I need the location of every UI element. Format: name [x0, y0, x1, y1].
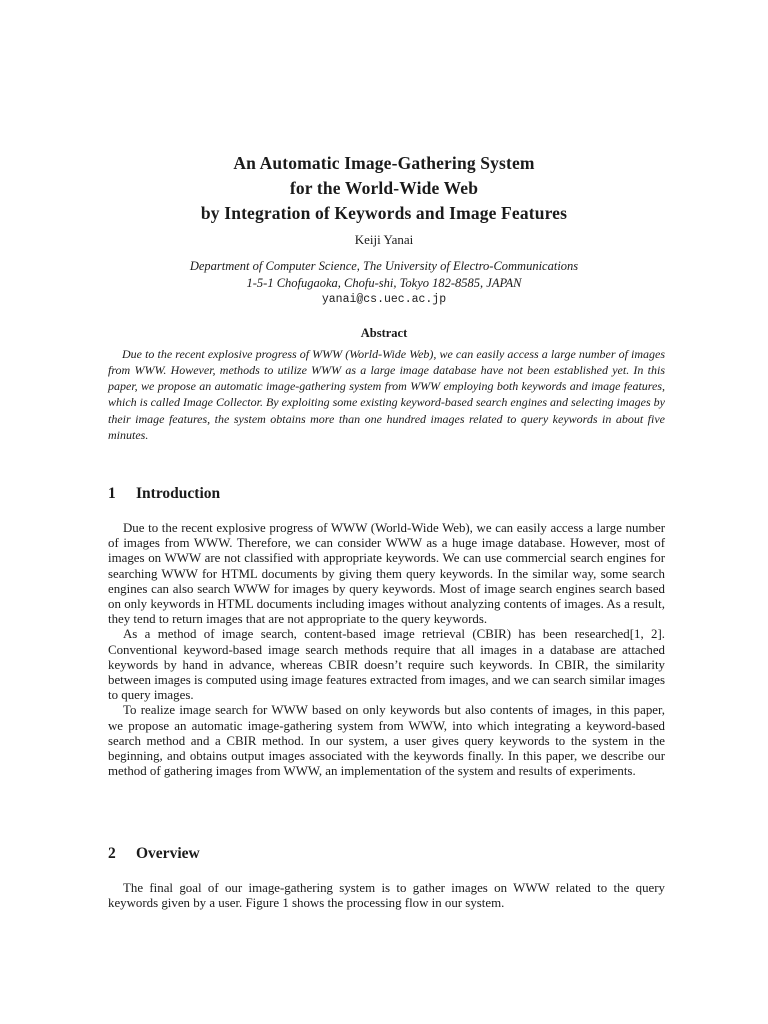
section-number: 1 — [108, 485, 116, 502]
author-name: Keiji Yanai — [354, 232, 414, 247]
section-title: Overview — [136, 845, 200, 862]
affiliation-line-2: 1-5-1 Chofugaoka, Chofu-shi, Tokyo 182-8585, JAPAN — [246, 276, 522, 290]
section-heading-introduction — [108, 484, 220, 504]
title-line-2: for the World-Wide Web — [289, 178, 479, 198]
affiliation-line-1: Department of Computer Science, The University of Electro-Communications — [189, 259, 579, 273]
abstract-text: Due to the recent explosive progress of WWW (World-Wide Web), we can easily access a large number of images from WWW. However, methods to utilize WWW as a large image database have not been established yet. In this paper, we propose an automatic image-gathering system from WWW employing both keywords and image features, which is called Image Collector. By exploiting some existing keyword-based search engines and selecting images by their image features, the system obtains more than one hundred images related to query keywords in about five minutes. — [108, 347, 665, 442]
author-email: yanai@cs.uec.ac.jp — [321, 293, 447, 306]
paper-title — [100, 151, 668, 226]
section-number: 2 — [108, 845, 116, 862]
section-title: Introduction — [136, 485, 221, 502]
author-affiliation — [100, 258, 668, 292]
paragraph: To realize image search for WWW based on only keywords but also contents of images, in this paper, we propose an automatic image-gathering system from WWW, into which integrating a keyword-based search method and a CBIR method. In our system, a user gives query keywords to the system in the beginning, and obtains output images associated with the keywords finally. In this paper, we describe our method of gathering images from WWW, an implementation of the system and results of experiments. — [108, 703, 665, 779]
introduction-body — [108, 521, 665, 779]
overview-body — [108, 881, 665, 911]
abstract-heading: Abstract — [360, 326, 408, 340]
paragraph: The final goal of our image-gathering system is to gather images on WWW related to the query keywords given by a user. Figure 1 shows the processing flow in our system. — [108, 881, 665, 911]
paragraph: As a method of image search, content-based image retrieval (CBIR) has been researched[1, 2]. Conventional keyword-based image search methods require that all images in a database are attached keywords by hand in advance, whereas CBIR doesn’t require such keywords. In CBIR, the similarity between images is computed using image features extracted from images, and we can search similar images to query images. — [108, 627, 665, 703]
title-line-1: An Automatic Image-Gathering System — [233, 153, 535, 173]
paragraph: Due to the recent explosive progress of WWW (World-Wide Web), we can easily access a large number of images from WWW. Therefore, we can consider WWW as a huge image database. However, most of images on WWW are not classified with appropriate keywords. We can use commercial search engines for searching WWW for HTML documents by giving them query keywords. In the similar way, some search engines can also search WWW for images by query keywords. Most of image search engines search based on only keywords in HTML documents including images without analyzing contents of images. As a result, they tend to return images that are not appropriate to the query keywords. — [108, 521, 665, 627]
title-line-3: by Integration of Keywords and Image Features — [200, 203, 568, 223]
section-heading-overview — [108, 844, 200, 864]
